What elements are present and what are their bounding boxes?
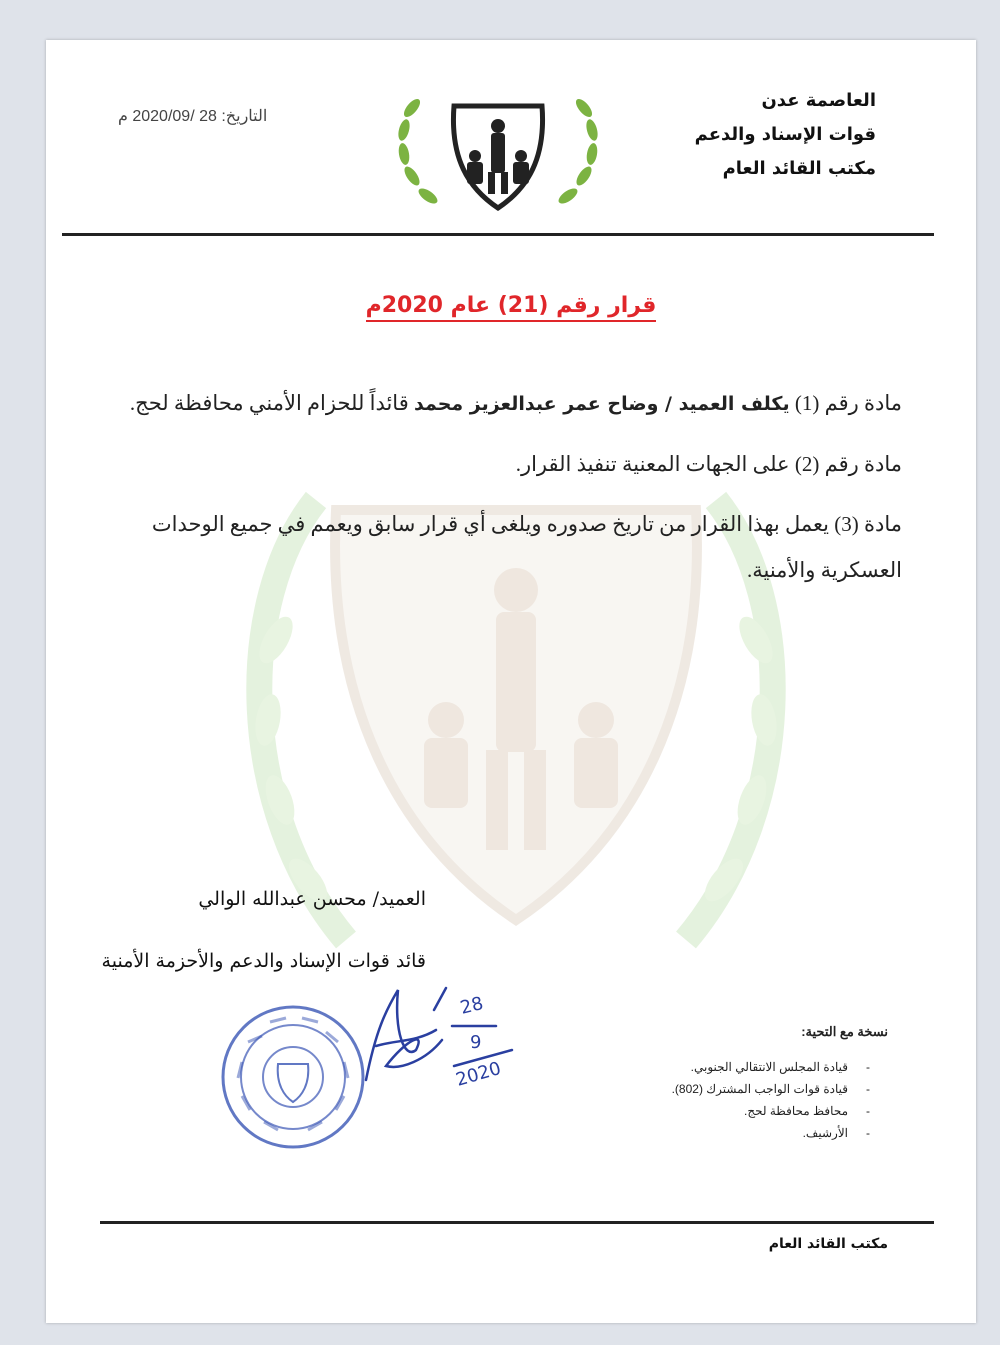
signer-name: العميد/ محسن عبدالله الوالي: [198, 888, 426, 910]
article-2-text: على الجهات المعنية تنفيذ القرار.: [515, 452, 790, 476]
decision-title: [46, 293, 976, 318]
header-divider: [62, 233, 934, 236]
article-1-bold: يكلف العميد / وضاح عمر عبدالعزيز محمد: [414, 393, 790, 415]
article-3-prefix: مادة (3): [829, 512, 902, 536]
header-city: العاصمة عدن: [761, 90, 876, 111]
decision-body: [106, 380, 902, 607]
copy-item: -قيادة المجلس الانتقالي الجنوبي.: [690, 1060, 870, 1074]
article-1-text: قائداً للحزام الأمني محافظة لحج.: [129, 391, 414, 415]
copies-list: [672, 1024, 888, 1144]
article-3-text: يعمل بهذا القرار من تاريخ صدوره ويلغى أي قرار سابق ويعمم في جميع الوحدات العسكرية والأمنية.: [151, 512, 902, 582]
copy-item-text: الأرشيف.: [802, 1126, 848, 1140]
article-1-prefix: مادة رقم (1): [789, 391, 902, 415]
article-1: [106, 380, 902, 427]
document-page: [46, 40, 976, 1323]
copies-title: نسخة مع التحية:: [801, 1024, 888, 1039]
organization-logo: [382, 48, 614, 240]
header-organization: [695, 84, 876, 186]
copy-item-text: قيادة قوات الواجب المشترك (802).: [671, 1082, 848, 1096]
handwritten-signature: [346, 970, 516, 1100]
header-forces-name: قوات الإسناد والدعم: [694, 124, 876, 145]
footer-office: مكتب القائد العام: [768, 1236, 888, 1252]
signer-position: قائد قوات الإسناد والدعم والأحزمة الأمنية: [101, 950, 426, 972]
article-2: [106, 441, 902, 487]
copy-item: -قيادة قوات الواجب المشترك (802).: [671, 1082, 870, 1096]
handwritten-day: 28: [458, 992, 486, 1019]
copy-item: -محافظ محافظة لحج.: [744, 1104, 870, 1118]
article-2-prefix: مادة رقم (2): [789, 452, 902, 476]
article-3: [106, 501, 902, 593]
handwritten-year: 2020: [453, 1057, 504, 1091]
handwritten-month: 9: [470, 1032, 482, 1053]
document-date: التاريخ: 28 /2020/09 م: [118, 108, 268, 125]
copy-item: -الأرشيف.: [802, 1126, 870, 1140]
header-office-name: مكتب القائد العام: [722, 158, 876, 179]
decision-title-text: قرار رقم (21) عام 2020م: [366, 293, 657, 322]
copy-item-text: قيادة المجلس الانتقالي الجنوبي.: [690, 1060, 848, 1074]
footer-divider: [100, 1221, 934, 1224]
copy-item-text: محافظ محافظة لحج.: [744, 1104, 848, 1118]
